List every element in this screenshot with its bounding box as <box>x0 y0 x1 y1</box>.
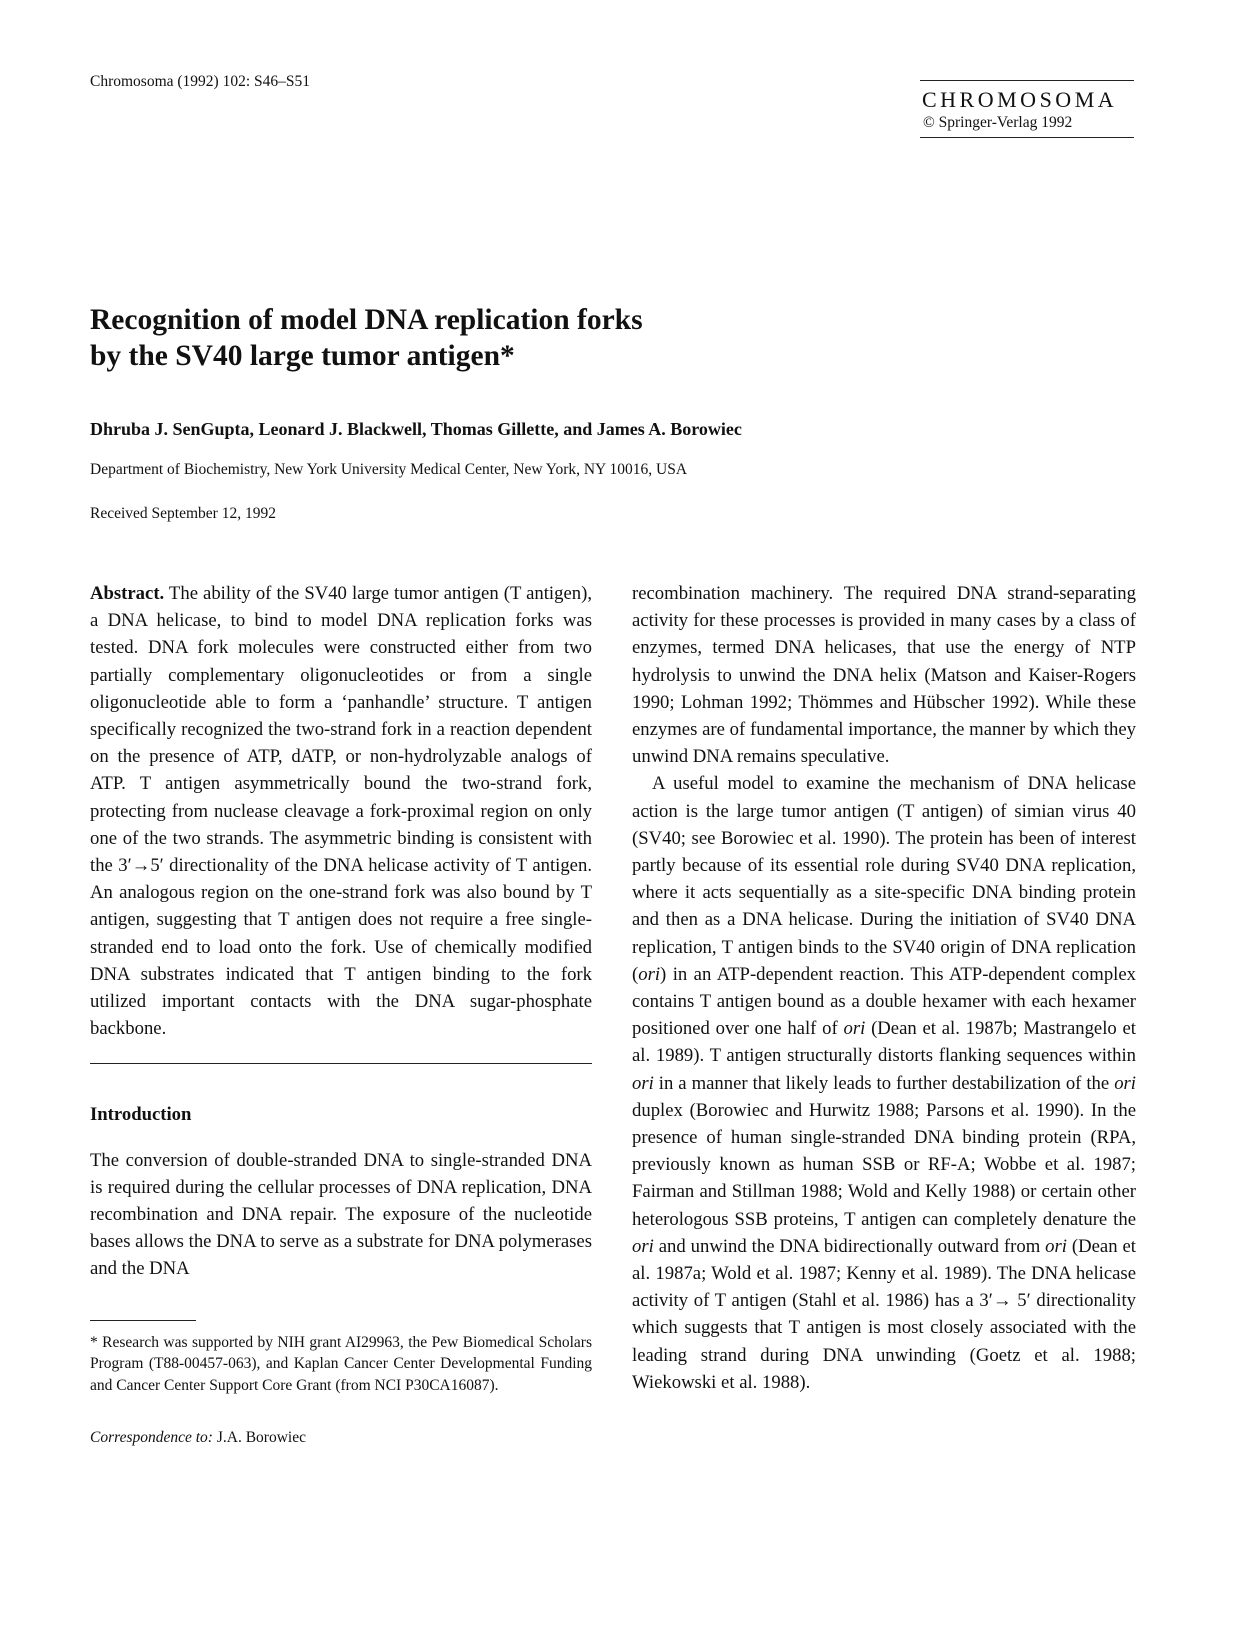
journal-masthead <box>920 80 1134 138</box>
correspondence-label: Correspondence to: <box>90 1429 213 1447</box>
abstract-divider <box>90 1063 592 1064</box>
italic-ori: ori <box>843 1018 866 1040</box>
italic-ori: ori <box>1114 1072 1136 1094</box>
affiliation: Department of Biochemistry, New York University Medical Center, New York, NY 10016, USA <box>90 461 688 478</box>
left-column <box>90 580 592 1452</box>
title-line-1: Recognition of model DNA replication forks <box>90 304 643 336</box>
text-run: ) in an ATP-dependent reaction. This ATP-dependent complex contains T antigen bound as a double hexamer with each hexamer positioned over one half of <box>632 963 1136 1040</box>
paper-title <box>90 302 990 374</box>
text-run: A useful model to examine the mechanism of DNA helicase action is the large tumor antigen (T antigen) of simian virus 40 (SV40; see Borowiec et al. 1990). The protein has been of interest partly because of its essential role during SV40 DNA replication, where it acts sequentially as a site-specific DNA binding protein and then as a DNA helicase. During the initiation of SV40 DNA replication, T antigen binds to the SV40 origin of DNA replication ( <box>632 773 1136 985</box>
italic-ori: ori <box>638 963 661 985</box>
italic-ori: ori <box>1045 1235 1067 1257</box>
italic-ori: ori <box>632 1072 654 1094</box>
text-run: in a manner that likely leads to further destabilization of the <box>653 1072 1115 1094</box>
title-line-2: by the SV40 large tumor antigen* <box>90 340 515 372</box>
funding-footnote: * Research was supported by NIH grant AI29963, the Pew Biomedical Scholars Program (T88-00457-063), and Kaplan Cancer Center Developmental Funding and Cancer Center Support Core Grant (from NCI P30CA16087). <box>90 1333 592 1394</box>
correspondence-name: J.A. Borowiec <box>212 1429 306 1447</box>
author-list: Dhruba J. SenGupta, Leonard J. Blackwell, Thomas Gillette, and James A. Borowiec <box>90 419 742 439</box>
footnote-divider <box>90 1320 196 1321</box>
text-run: (Dean et al. 1987b; Mastrangelo et al. 1989). T antigen structurally distorts flanking sequences within <box>632 1018 1137 1067</box>
abstract <box>90 580 592 1042</box>
correspondence-line <box>90 1424 592 1451</box>
abstract-text: The ability of the SV40 large tumor antigen (T antigen), a DNA helicase, to bind to model DNA replication forks was tested. DNA fork molecules were constructed either from two partially complementary oligonucleotides or from a single oligonucleotide able to form a ‘panhandle’ structure. T antigen specifically recognized the two-strand fork in a reaction dependent on the presence of ATP, dATP, or non-hydrolyzable analogs of ATP. T antigen asymmetrically bound the two-strand fork, protecting from nuclease cleavage a fork-proximal region on only one of the two strands. The asymmetric binding is consistent with the 3′→5′ directionality of the DNA helicase activity of T antigen. An analogous region on the one-strand fork was also bound by T antigen, suggesting that T antigen does not require a free single-stranded end to load onto the fork. Use of chemically modified DNA substrates indicated that T antigen binding to the fork utilized important contacts with the DNA sugar-phosphate backbone. <box>90 583 592 1040</box>
section-heading-introduction: Introduction <box>90 1104 192 1126</box>
right-column <box>632 580 1136 1396</box>
text-run: (Dean et al. 1987a; Wold et al. 1987; Kenny et al. 1989). The DNA helicase activity of T antigen (Stahl et al. 1986) has a 3′→ 5′ directionality which suggests that T antigen is most closely associated with the leading strand during DNA unwinding (Goetz et al. 1988; Wiekowski et al. 1988). <box>632 1235 1136 1393</box>
intro-paragraph-2 <box>632 770 1136 1396</box>
text-run: and unwind the DNA bidirectionally outward from <box>653 1235 1046 1257</box>
received-date: Received September 12, 1992 <box>90 505 276 522</box>
abstract-label: Abstract. <box>90 583 165 604</box>
copyright-notice: © Springer-Verlag 1992 <box>923 114 1073 131</box>
intro-paragraph-1-continued: recombination machinery. The required DNA strand-separating activity for these processes is provided in many cases by a class of enzymes, termed DNA helicases, that use the energy of NTP hydrolysis to unwind the DNA helix (Matson and Kaiser-Rogers 1990; Lohman 1992; Thömmes and Hübscher 1992). While these enzymes are of fundamental importance, the manner by which they unwind DNA remains speculative. <box>632 583 1136 768</box>
text-run: duplex (Borowiec and Hurwitz 1988; Parsons et al. 1990). In the presence of human single-stranded DNA binding protein (RPA, previously known as human SSB or RF-A; Wobbe et al. 1987; Fairman and Stillman 1988; Wold and Kelly 1988) or certain other heterologous SSB proteins, T antigen can completely denature the <box>632 1099 1136 1230</box>
italic-ori: ori <box>632 1235 654 1257</box>
intro-paragraph-1: The conversion of double-stranded DNA to single-stranded DNA is required during the cellular processes of DNA replication, DNA recombination and DNA repair. The exposure of the nucleotide bases allows the DNA to serve as a substrate for DNA polymerases and the DNA <box>90 1149 592 1280</box>
journal-citation: Chromosoma (1992) 102: S46–S51 <box>90 73 311 90</box>
journal-name: CHROMOSOMA <box>922 87 1118 112</box>
